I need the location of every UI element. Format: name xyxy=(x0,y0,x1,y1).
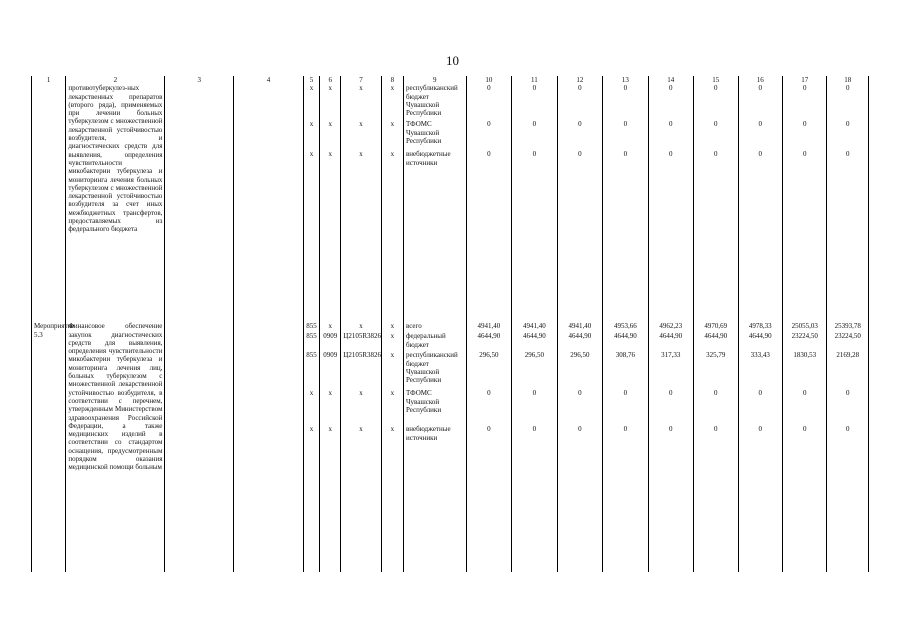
amount-cell: 0 xyxy=(694,120,738,150)
funding-source: ТФОМС Чувашской Республики xyxy=(403,389,466,425)
amount-cell: 0 xyxy=(557,425,602,572)
budget-code-c6: х xyxy=(320,120,341,150)
amount-cell: 0 xyxy=(466,425,511,572)
column-number: 15 xyxy=(694,76,738,84)
amount-cell: 0 xyxy=(827,84,869,120)
amount-cell: 0 xyxy=(827,150,869,322)
amount-cell: 0 xyxy=(648,425,693,572)
amount-cell: 0 xyxy=(466,84,511,120)
amount-cell: 0 xyxy=(648,150,693,322)
amount-cell: 0 xyxy=(557,120,602,150)
amount-cell: 0 xyxy=(782,389,826,425)
amount-cell: 4941,40 xyxy=(512,322,557,332)
amount-cell: 4962,23 xyxy=(648,322,693,332)
amount-cell: 0 xyxy=(782,425,826,572)
responsible-executor-cell xyxy=(165,84,234,322)
amount-cell: 0 xyxy=(648,84,693,120)
responsible-executor-cell xyxy=(165,322,234,572)
budget-code-c5: х xyxy=(303,150,319,322)
budget-code-c6: 0909 xyxy=(320,332,341,351)
budget-code-c6: х xyxy=(320,150,341,322)
amount-cell: 0 xyxy=(648,389,693,425)
budget-code-c6: х xyxy=(320,322,341,332)
table-row xyxy=(32,84,869,120)
amount-cell: 0 xyxy=(738,425,782,572)
amount-cell: 0 xyxy=(782,120,826,150)
amount-cell: 0 xyxy=(782,150,826,322)
budget-code-c7: х xyxy=(341,120,381,150)
column-number: 13 xyxy=(603,76,648,84)
amount-cell: 0 xyxy=(603,425,648,572)
amount-cell: 0 xyxy=(648,120,693,150)
amount-cell: 4978,33 xyxy=(738,322,782,332)
amount-cell: 0 xyxy=(512,84,557,120)
amount-cell: 333,43 xyxy=(738,351,782,389)
table-row xyxy=(32,322,869,332)
amount-cell: 0 xyxy=(557,389,602,425)
column-number: 4 xyxy=(234,76,304,84)
column-number: 10 xyxy=(466,76,511,84)
budget-code-c7: х xyxy=(341,425,381,572)
amount-cell: 0 xyxy=(512,120,557,150)
funding-source: всего xyxy=(403,322,466,332)
funding-source: внебюджетные источники xyxy=(403,150,466,322)
measure-code: Мероприятие 5.3 xyxy=(32,322,66,572)
amount-cell: 4970,69 xyxy=(694,322,738,332)
amount-cell: 0 xyxy=(557,84,602,120)
amount-cell: 0 xyxy=(738,120,782,150)
page-number: 10 xyxy=(446,53,459,68)
budget-code-c7: х xyxy=(341,322,381,332)
amount-cell: 4644,90 xyxy=(557,332,602,351)
measure-code xyxy=(32,84,66,322)
amount-cell: 0 xyxy=(512,425,557,572)
amount-cell: 325,79 xyxy=(694,351,738,389)
budget-code-c7: х xyxy=(341,84,381,120)
budget-code-c7: х xyxy=(341,389,381,425)
amount-cell: 0 xyxy=(603,120,648,150)
amount-cell: 2169,28 xyxy=(827,351,869,389)
column-number: 17 xyxy=(782,76,826,84)
budget-code-c8: х xyxy=(381,150,403,322)
budget-code-c5: 855 xyxy=(303,322,319,332)
amount-cell: 0 xyxy=(738,84,782,120)
funding-source: республиканский бюджет Чувашской Республики xyxy=(403,84,466,120)
column-number: 16 xyxy=(738,76,782,84)
budget-code-c7: Ц2105R3826 xyxy=(341,332,381,351)
amount-cell: 296,50 xyxy=(512,351,557,389)
column-number: 3 xyxy=(165,76,234,84)
column-number: 11 xyxy=(512,76,557,84)
budget-code-c7: х xyxy=(341,150,381,322)
amount-cell: 4644,90 xyxy=(738,332,782,351)
amount-cell: 0 xyxy=(827,120,869,150)
amount-cell: 0 xyxy=(466,389,511,425)
amount-cell: 0 xyxy=(827,389,869,425)
column-number: 9 xyxy=(403,76,466,84)
amount-cell: 296,50 xyxy=(466,351,511,389)
amount-cell: 0 xyxy=(782,84,826,120)
amount-cell: 4644,90 xyxy=(694,332,738,351)
budget-code-c5: х xyxy=(303,120,319,150)
amount-cell: 23224,50 xyxy=(782,332,826,351)
amount-cell: 296,50 xyxy=(557,351,602,389)
amount-cell: 0 xyxy=(738,150,782,322)
amount-cell: 0 xyxy=(603,84,648,120)
amount-cell: 0 xyxy=(512,150,557,322)
funding-source: республиканский бюджет Чувашской Республики xyxy=(403,351,466,389)
budget-code-c6: х xyxy=(320,389,341,425)
amount-cell: 317,33 xyxy=(648,351,693,389)
amount-cell: 4953,66 xyxy=(603,322,648,332)
amount-cell: 0 xyxy=(694,425,738,572)
amount-cell: 0 xyxy=(827,425,869,572)
amount-cell: 25055,03 xyxy=(782,322,826,332)
amount-cell: 0 xyxy=(557,150,602,322)
budget-code-c8: х xyxy=(381,84,403,120)
measure-description: противотуберкулез-ных лекарственных препаратов (второго ряда), применяемых при лечении больных туберкулезом с множественной лекарственной устойчивостью возбудителя, и диагностических средств для выявления, определения чувствительности микобактерии туберкулеза и мониторинга лечения больных туберкулезом с множественной лекарственной устойчивостью возбудителя за счет иных межбюджетных трансфертов, предоставляемых из федерального бюджета xyxy=(66,84,165,322)
budget-code-c8: х xyxy=(381,332,403,351)
budget-table xyxy=(31,76,869,572)
amount-cell: 0 xyxy=(466,150,511,322)
amount-cell: 0 xyxy=(466,120,511,150)
amount-cell: 0 xyxy=(694,150,738,322)
amount-cell: 23224,50 xyxy=(827,332,869,351)
amount-cell: 0 xyxy=(694,84,738,120)
amount-cell: 0 xyxy=(738,389,782,425)
measure-description: Финансовое обеспечение закупок диагностических средств для выявления, определения чувствительности микобактерии туберкулеза и мониторинга лечения лиц, больных туберкулезом с множественной лекарственной устойчивостью возбудителя, в соответствии с перечнем, утвержденным Министерством здравоохранения Российской Федерации, а также медицинских изделий в соответствии со стандартом оснащения, предусмотренным порядком оказания медицинской помощи больным xyxy=(66,322,165,572)
column-number: 8 xyxy=(381,76,403,84)
amount-cell: 25393,78 xyxy=(827,322,869,332)
funding-source: внебюджетные источники xyxy=(403,425,466,572)
amount-cell: 0 xyxy=(603,389,648,425)
amount-cell: 4941,40 xyxy=(466,322,511,332)
funding-source: ТФОМС Чувашской Республики xyxy=(403,120,466,150)
amount-cell: 0 xyxy=(694,389,738,425)
column-number: 1 xyxy=(32,76,66,84)
budget-code-c5: х xyxy=(303,84,319,120)
budget-code-c8: х xyxy=(381,351,403,389)
budget-code-c8: х xyxy=(381,425,403,572)
budget-code-c5: 855 xyxy=(303,332,319,351)
budget-code-c6: х xyxy=(320,84,341,120)
amount-cell: 4644,90 xyxy=(603,332,648,351)
target-indicator-cell xyxy=(234,322,304,572)
column-number: 6 xyxy=(320,76,341,84)
column-number: 14 xyxy=(648,76,693,84)
target-indicator-cell xyxy=(234,84,304,322)
budget-code-c8: х xyxy=(381,322,403,332)
budget-code-c5: х xyxy=(303,389,319,425)
amount-cell: 4644,90 xyxy=(512,332,557,351)
amount-cell: 308,76 xyxy=(603,351,648,389)
column-number: 5 xyxy=(303,76,319,84)
amount-cell: 4644,90 xyxy=(648,332,693,351)
budget-code-c6: 0909 xyxy=(320,351,341,389)
column-number: 12 xyxy=(557,76,602,84)
budget-code-c5: х xyxy=(303,425,319,572)
budget-code-c8: х xyxy=(381,120,403,150)
budget-code-c6: х xyxy=(320,425,341,572)
budget-code-c5: 855 xyxy=(303,351,319,389)
budget-code-c8: х xyxy=(381,389,403,425)
column-number: 2 xyxy=(66,76,165,84)
amount-cell: 1830,53 xyxy=(782,351,826,389)
column-number-row xyxy=(32,76,869,84)
amount-cell: 0 xyxy=(603,150,648,322)
budget-code-c7: Ц2105R3826 xyxy=(341,351,381,389)
column-number: 18 xyxy=(827,76,869,84)
amount-cell: 0 xyxy=(512,389,557,425)
amount-cell: 4941,40 xyxy=(557,322,602,332)
column-number: 7 xyxy=(341,76,381,84)
funding-source: федеральный бюджет xyxy=(403,332,466,351)
amount-cell: 4644,90 xyxy=(466,332,511,351)
